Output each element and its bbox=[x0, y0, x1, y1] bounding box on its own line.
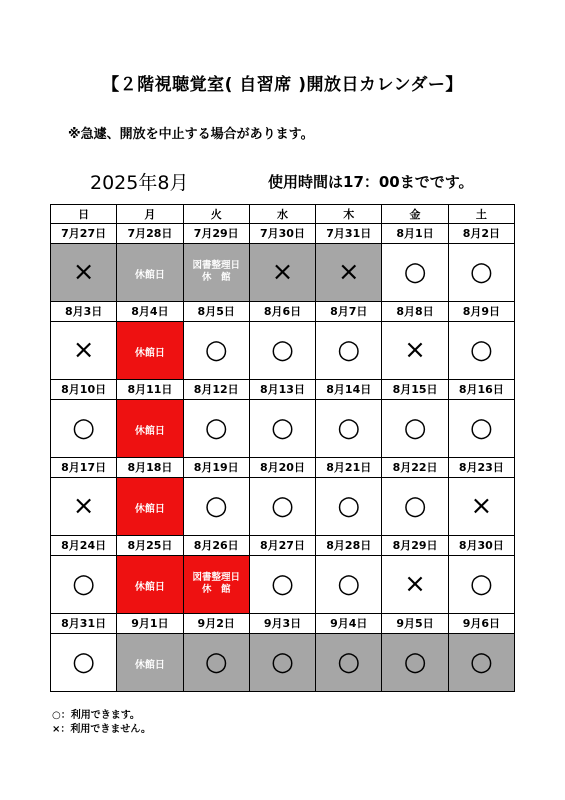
status-cell bbox=[382, 633, 448, 692]
date-cell: 8月27日 bbox=[249, 536, 315, 556]
status-cell bbox=[249, 243, 315, 302]
status-cell bbox=[249, 321, 315, 380]
status-cell bbox=[51, 399, 117, 458]
status-cell bbox=[316, 633, 382, 692]
weekday-header: 水 bbox=[249, 205, 315, 224]
date-cell: 7月31日 bbox=[316, 224, 382, 244]
closed-day-label: 休館日 bbox=[134, 347, 165, 359]
date-row bbox=[51, 380, 515, 400]
date-row bbox=[51, 614, 515, 634]
status-row bbox=[51, 321, 515, 380]
date-cell: 8月18日 bbox=[117, 458, 183, 478]
date-cell: 8月2日 bbox=[448, 224, 514, 244]
status-cell bbox=[382, 321, 448, 380]
closed-mark: × bbox=[337, 257, 360, 288]
status-row bbox=[51, 555, 515, 614]
library-label-line: 休 館 bbox=[201, 584, 231, 596]
open-mark: ○ bbox=[337, 413, 361, 444]
closed-mark: × bbox=[404, 569, 426, 600]
status-cell bbox=[51, 321, 117, 380]
date-cell: 8月21日 bbox=[316, 458, 382, 478]
status-cell bbox=[448, 399, 514, 458]
open-mark: ○ bbox=[72, 647, 95, 678]
status-cell bbox=[51, 633, 117, 692]
date-cell: 8月26日 bbox=[183, 536, 249, 556]
date-cell: 7月30日 bbox=[249, 224, 315, 244]
status-cell bbox=[117, 555, 183, 614]
weekday-header-row bbox=[51, 205, 515, 224]
weekday-header: 火 bbox=[183, 205, 249, 224]
open-mark: ○ bbox=[204, 335, 228, 366]
date-cell: 9月2日 bbox=[183, 614, 249, 634]
closed-mark: × bbox=[72, 257, 95, 288]
open-mark: ○ bbox=[204, 491, 228, 522]
library-label-line: 図書整理日 bbox=[192, 259, 240, 271]
date-cell: 8月13日 bbox=[249, 380, 315, 400]
date-cell: 8月5日 bbox=[183, 302, 249, 322]
open-mark: ○ bbox=[403, 257, 427, 288]
library-closed-label bbox=[184, 260, 249, 285]
status-cell bbox=[316, 399, 382, 458]
status-cell bbox=[448, 477, 514, 536]
date-row bbox=[51, 224, 515, 244]
date-cell: 9月1日 bbox=[117, 614, 183, 634]
date-cell: 8月28日 bbox=[316, 536, 382, 556]
open-mark: ○ bbox=[470, 413, 493, 444]
date-cell: 8月12日 bbox=[183, 380, 249, 400]
open-mark: ○ bbox=[72, 413, 95, 444]
status-cell bbox=[382, 399, 448, 458]
status-cell bbox=[382, 555, 448, 614]
status-cell bbox=[183, 399, 249, 458]
open-mark: ○ bbox=[470, 569, 493, 600]
status-row bbox=[51, 399, 515, 458]
calendar-table bbox=[50, 204, 515, 692]
date-cell: 9月4日 bbox=[316, 614, 382, 634]
date-cell: 8月15日 bbox=[382, 380, 448, 400]
date-cell: 8月16日 bbox=[448, 380, 514, 400]
closed-mark: × bbox=[404, 335, 426, 366]
status-cell bbox=[183, 321, 249, 380]
status-cell bbox=[183, 243, 249, 302]
library-label-line: 図書整理日 bbox=[192, 571, 240, 583]
date-cell: 8月1日 bbox=[382, 224, 448, 244]
status-cell bbox=[316, 243, 382, 302]
open-mark: ○ bbox=[337, 647, 361, 678]
status-cell bbox=[51, 555, 117, 614]
date-cell: 9月6日 bbox=[448, 614, 514, 634]
closed-mark: × bbox=[72, 335, 95, 366]
open-mark: ○ bbox=[470, 647, 493, 678]
closed-day-label: 休館日 bbox=[134, 503, 165, 515]
date-row bbox=[51, 458, 515, 478]
open-mark: ○ bbox=[271, 569, 294, 600]
status-cell bbox=[117, 243, 183, 302]
closed-mark: × bbox=[470, 491, 493, 522]
date-row bbox=[51, 302, 515, 322]
open-mark: ○ bbox=[337, 491, 361, 522]
legend-open: ○：利用できます。 bbox=[52, 710, 140, 721]
date-cell: 8月17日 bbox=[51, 458, 117, 478]
open-mark: ○ bbox=[337, 569, 361, 600]
status-row bbox=[51, 243, 515, 302]
status-cell bbox=[117, 633, 183, 692]
open-mark: ○ bbox=[337, 335, 361, 366]
weekday-header: 木 bbox=[316, 205, 382, 224]
library-closed-label bbox=[184, 572, 249, 597]
open-mark: ○ bbox=[271, 413, 294, 444]
date-cell: 8月7日 bbox=[316, 302, 382, 322]
notice-text: ※急遽、開放を中止する場合があります。 bbox=[68, 127, 314, 142]
date-cell: 8月29日 bbox=[382, 536, 448, 556]
open-mark: ○ bbox=[72, 569, 95, 600]
status-cell bbox=[183, 477, 249, 536]
status-row bbox=[51, 633, 515, 692]
weekday-header: 金 bbox=[382, 205, 448, 224]
open-mark: ○ bbox=[271, 647, 294, 678]
status-cell bbox=[316, 477, 382, 536]
date-cell: 8月25日 bbox=[117, 536, 183, 556]
date-cell: 8月4日 bbox=[117, 302, 183, 322]
date-cell: 8月3日 bbox=[51, 302, 117, 322]
date-cell: 8月19日 bbox=[183, 458, 249, 478]
status-row bbox=[51, 477, 515, 536]
status-cell bbox=[448, 555, 514, 614]
closed-day-label: 休館日 bbox=[134, 581, 165, 593]
open-mark: ○ bbox=[204, 413, 228, 444]
date-cell: 8月20日 bbox=[249, 458, 315, 478]
date-cell: 8月6日 bbox=[249, 302, 315, 322]
date-cell: 8月10日 bbox=[51, 380, 117, 400]
open-mark: ○ bbox=[403, 491, 427, 522]
status-cell bbox=[249, 399, 315, 458]
page-title: 【２階視聴覚室( 自習席 )開放日カレンダー】 bbox=[102, 75, 463, 95]
status-cell bbox=[249, 633, 315, 692]
hours-note: 使用時間は17：00までです。 bbox=[268, 173, 474, 191]
date-cell: 7月29日 bbox=[183, 224, 249, 244]
date-cell: 8月23日 bbox=[448, 458, 514, 478]
status-cell bbox=[382, 243, 448, 302]
status-cell bbox=[316, 321, 382, 380]
open-mark: ○ bbox=[470, 257, 493, 288]
closed-day-label: 休館日 bbox=[134, 659, 165, 671]
date-cell: 8月30日 bbox=[448, 536, 514, 556]
open-mark: ○ bbox=[403, 413, 427, 444]
status-cell bbox=[249, 477, 315, 536]
calendar-body bbox=[51, 224, 515, 692]
date-row bbox=[51, 536, 515, 556]
open-mark: ○ bbox=[470, 335, 493, 366]
closed-mark: × bbox=[271, 257, 294, 288]
status-cell bbox=[51, 243, 117, 302]
status-cell bbox=[117, 477, 183, 536]
date-cell: 8月9日 bbox=[448, 302, 514, 322]
status-cell bbox=[448, 243, 514, 302]
date-cell: 7月28日 bbox=[117, 224, 183, 244]
status-cell bbox=[183, 633, 249, 692]
status-cell bbox=[316, 555, 382, 614]
library-label-line: 休 館 bbox=[201, 272, 231, 284]
date-cell: 8月24日 bbox=[51, 536, 117, 556]
status-cell bbox=[117, 399, 183, 458]
closed-day-label: 休館日 bbox=[134, 425, 165, 437]
date-cell: 8月31日 bbox=[51, 614, 117, 634]
open-mark: ○ bbox=[204, 647, 228, 678]
open-mark: ○ bbox=[271, 491, 294, 522]
status-cell bbox=[51, 477, 117, 536]
weekday-header: 土 bbox=[448, 205, 514, 224]
status-cell bbox=[448, 321, 514, 380]
status-cell bbox=[448, 633, 514, 692]
weekday-header: 日 bbox=[51, 205, 117, 224]
date-cell: 8月22日 bbox=[382, 458, 448, 478]
open-mark: ○ bbox=[403, 647, 427, 678]
status-cell bbox=[249, 555, 315, 614]
date-cell: 8月14日 bbox=[316, 380, 382, 400]
date-cell: 9月5日 bbox=[382, 614, 448, 634]
date-cell: 8月11日 bbox=[117, 380, 183, 400]
open-mark: ○ bbox=[271, 335, 294, 366]
date-cell: 7月27日 bbox=[51, 224, 117, 244]
weekday-header: 月 bbox=[117, 205, 183, 224]
status-cell bbox=[183, 555, 249, 614]
status-cell bbox=[117, 321, 183, 380]
date-cell: 9月3日 bbox=[249, 614, 315, 634]
legend-closed: ×：利用できません。 bbox=[52, 724, 151, 735]
status-cell bbox=[382, 477, 448, 536]
closed-day-label: 休館日 bbox=[134, 269, 165, 281]
closed-mark: × bbox=[72, 491, 95, 522]
month-heading: 2025年8月 bbox=[90, 172, 189, 194]
date-cell: 8月8日 bbox=[382, 302, 448, 322]
